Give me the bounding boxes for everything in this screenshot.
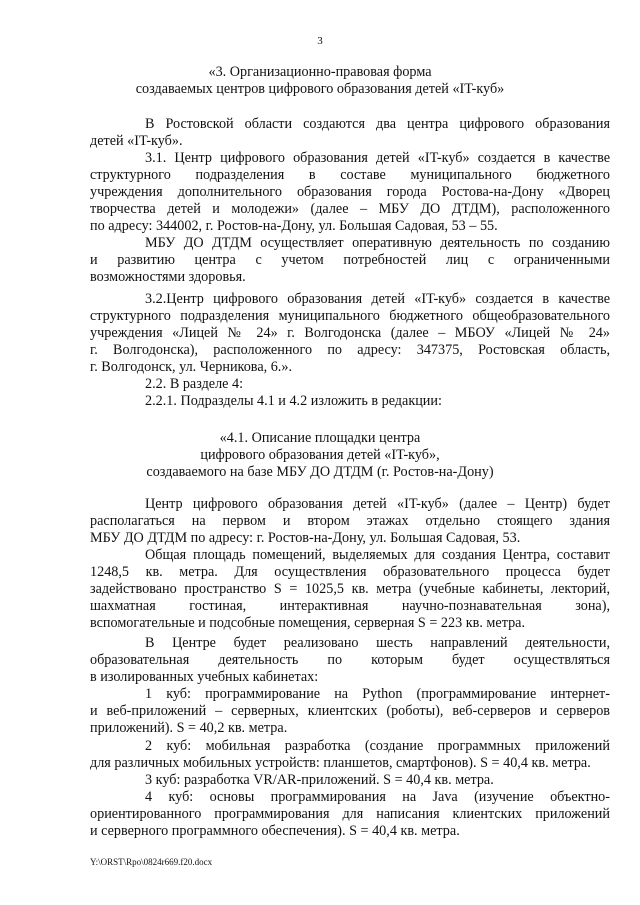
para-line: 2.2.1. Подразделы 4.1 и 4.2 изложить в редакции:: [145, 393, 442, 409]
para-line: г. Волгодонска), расположенного по адресу: 347375, Ростовская область,: [90, 342, 610, 358]
para-line: В Ростовской области создаются два центра цифрового образования: [145, 116, 610, 132]
para-line: 4 куб: основы программирования на Java (изучение объектно-: [145, 789, 610, 805]
para-line: и развитию центра с учетом потребностей лиц с ограниченными: [90, 252, 610, 268]
para-line: возможностями здоровья.: [90, 269, 246, 285]
para-line: 1 куб: программирование на Python (программирование интернет-: [145, 686, 610, 702]
section-4-1-title-line-2: цифрового образования детей «IT-куб»,: [200, 447, 440, 463]
para-line: 1248,5 кв. метра. Для осуществления образовательного процесса будет: [90, 564, 610, 580]
para-line: МБУ ДО ДТДМ осуществляет оперативную деятельность по созданию: [145, 235, 610, 251]
para-line: 2.2. В разделе 4:: [145, 376, 244, 392]
para-line: образовательная деятельность по которым будет осуществляться: [90, 652, 610, 668]
section-4-1-title-line-3: создаваемого на базе МБУ ДО ДТДМ (г. Ростов-на-Дону): [146, 464, 494, 480]
para-line: по адресу: 344002, г. Ростов-на-Дону, ул. Большая Садовая, 53 – 55.: [90, 218, 498, 234]
para-line: 3.1. Центр цифрового образования детей «IT-куб» создается в качестве: [145, 150, 610, 166]
footer-file-path: Y:\ORST\Rpo\0824r669.f20.docx: [90, 857, 213, 867]
para-line: 2 куб: мобильная разработка (создание программных приложений: [145, 738, 610, 754]
para-line: располагаться на первом и втором этажах отдельно стоящего здания: [90, 513, 610, 529]
para-line: приложений). S = 40,2 кв. метра.: [90, 720, 288, 736]
para-line: ориентированного программирования для написания клиентских приложений: [90, 806, 610, 822]
para-line: для различных мобильных устройств: планшетов, смартфонов). S = 40,4 кв. метра.: [90, 755, 591, 771]
para-line: учреждения дополнительного образования города Ростова-на-Дону «Дворец: [90, 184, 610, 200]
para-line: 3 куб: разработка VR/AR-приложений. S = 40,4 кв. метра.: [145, 772, 494, 788]
para-line: 3.2.Центр цифрового образования детей «IT-куб» создается в качестве: [145, 291, 610, 307]
para-line: Общая площадь помещений, выделяемых для создания Центра, составит: [145, 547, 610, 563]
section-3-title-line-1: «3. Организационно-правовая форма: [208, 64, 432, 80]
para-line: МБУ ДО ДТДМ по адресу: г. Ростов-на-Дону, ул. Большая Садовая, 53.: [90, 530, 521, 546]
para-line: структурного подразделения в составе муниципального бюджетного: [90, 167, 610, 183]
para-line: шахматная гостиная, интерактивная научно-познавательная зона),: [90, 598, 610, 614]
para-line: и веб-приложений – серверных, клиентских (роботы), веб-серверов и серверов: [90, 703, 610, 719]
para-line: и серверного программного обеспечения). S = 40,4 кв. метра.: [90, 823, 460, 839]
section-4-1-title-line-1: «4.1. Описание площадки центра: [219, 430, 421, 446]
para-line: структурного подразделения муниципального бюджетного общеобразовательного: [90, 308, 610, 324]
para-line: Центр цифрового образования детей «IT-куб» (далее – Центр) будет: [145, 496, 610, 512]
para-line: детей «IT-куб».: [90, 133, 183, 149]
section-3-title-line-2: создаваемых центров цифрового образования детей «IT-куб»: [135, 81, 505, 97]
page-number: 3: [317, 35, 323, 47]
para-line: учреждения «Лицей № 24» г. Волгодонска (далее – МБОУ «Лицей № 24»: [90, 325, 610, 341]
para-line: творчества детей и молодежи» (далее – МБУ ДО ДТДМ), расположенного: [90, 201, 610, 217]
para-line: вспомогательные и подсобные помещения, серверная S = 223 кв. метра.: [90, 615, 526, 631]
para-line: В Центре будет реализовано шесть направлений деятельности,: [145, 635, 610, 651]
para-line: г. Волгодонск, ул. Черникова, 6.».: [90, 359, 292, 375]
para-line: в изолированных учебных кабинетах:: [90, 669, 319, 685]
para-line: задействовано пространство S = 1025,5 кв. метра (учебные кабинеты, лекторий,: [90, 581, 610, 597]
